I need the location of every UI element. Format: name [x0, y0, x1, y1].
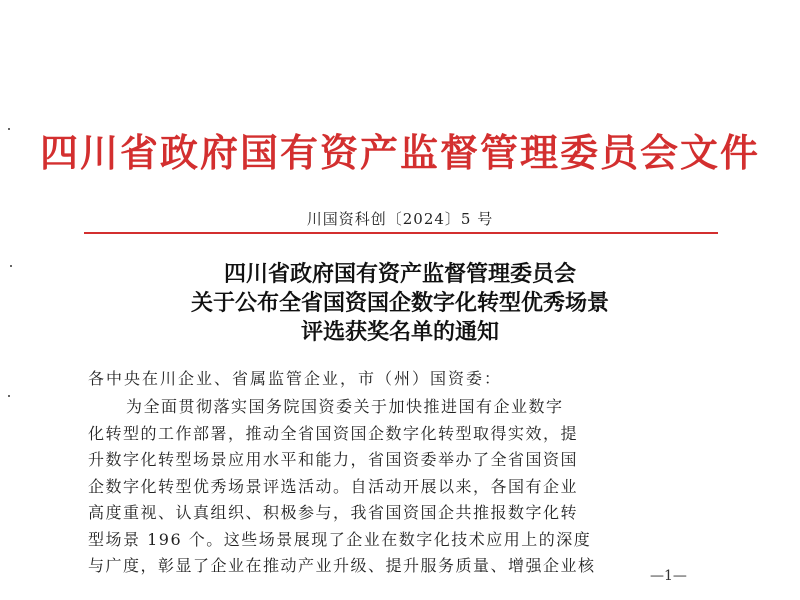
notice-title-line: 四川省政府国有资产监督管理委员会	[223, 262, 576, 287]
scan-speck	[8, 395, 10, 397]
red-divider-line	[84, 232, 718, 234]
body-line: 为全面贯彻落实国务院国资委关于加快推进国有企业数字	[126, 397, 564, 416]
body-text	[88, 394, 728, 580]
body-line: 化转型的工作部署，推动全省国资国企数字化转型取得实效，提	[88, 423, 579, 443]
body-line: 升数字化转型场景应用水平和能力，省国资委举办了全省国资国	[88, 450, 579, 469]
notice-title	[0, 260, 800, 347]
body-line: 高度重视、认真组织、积极参与，我省国资国企共推报数字化转	[88, 503, 579, 522]
page-number: —1—	[650, 568, 687, 584]
document-header-title: 四川省政府国有资产监督管理委员会文件	[39, 130, 760, 175]
scan-speck	[8, 128, 10, 130]
notice-title-line: 关于公布全省国资国企数字化转型优秀场景	[190, 291, 609, 316]
body-line: 型场景 196 个。这些场景展现了企业在数字化技术应用上的深度	[88, 529, 592, 549]
document-number: 川国资科创〔2024〕5 号	[306, 210, 494, 228]
body-line: 与广度，彰显了企业在推动产业升级、提升服务质量、增强企业核	[88, 556, 596, 575]
scan-speck	[10, 265, 12, 267]
body-line: 企数字化转型优秀场景评选活动。自活动开展以来，各国有企业	[88, 476, 579, 496]
salutation: 各中央在川企业、省属监管企业，市（州）国资委：	[88, 369, 503, 388]
notice-title-line: 评选获奖名单的通知	[300, 320, 499, 345]
